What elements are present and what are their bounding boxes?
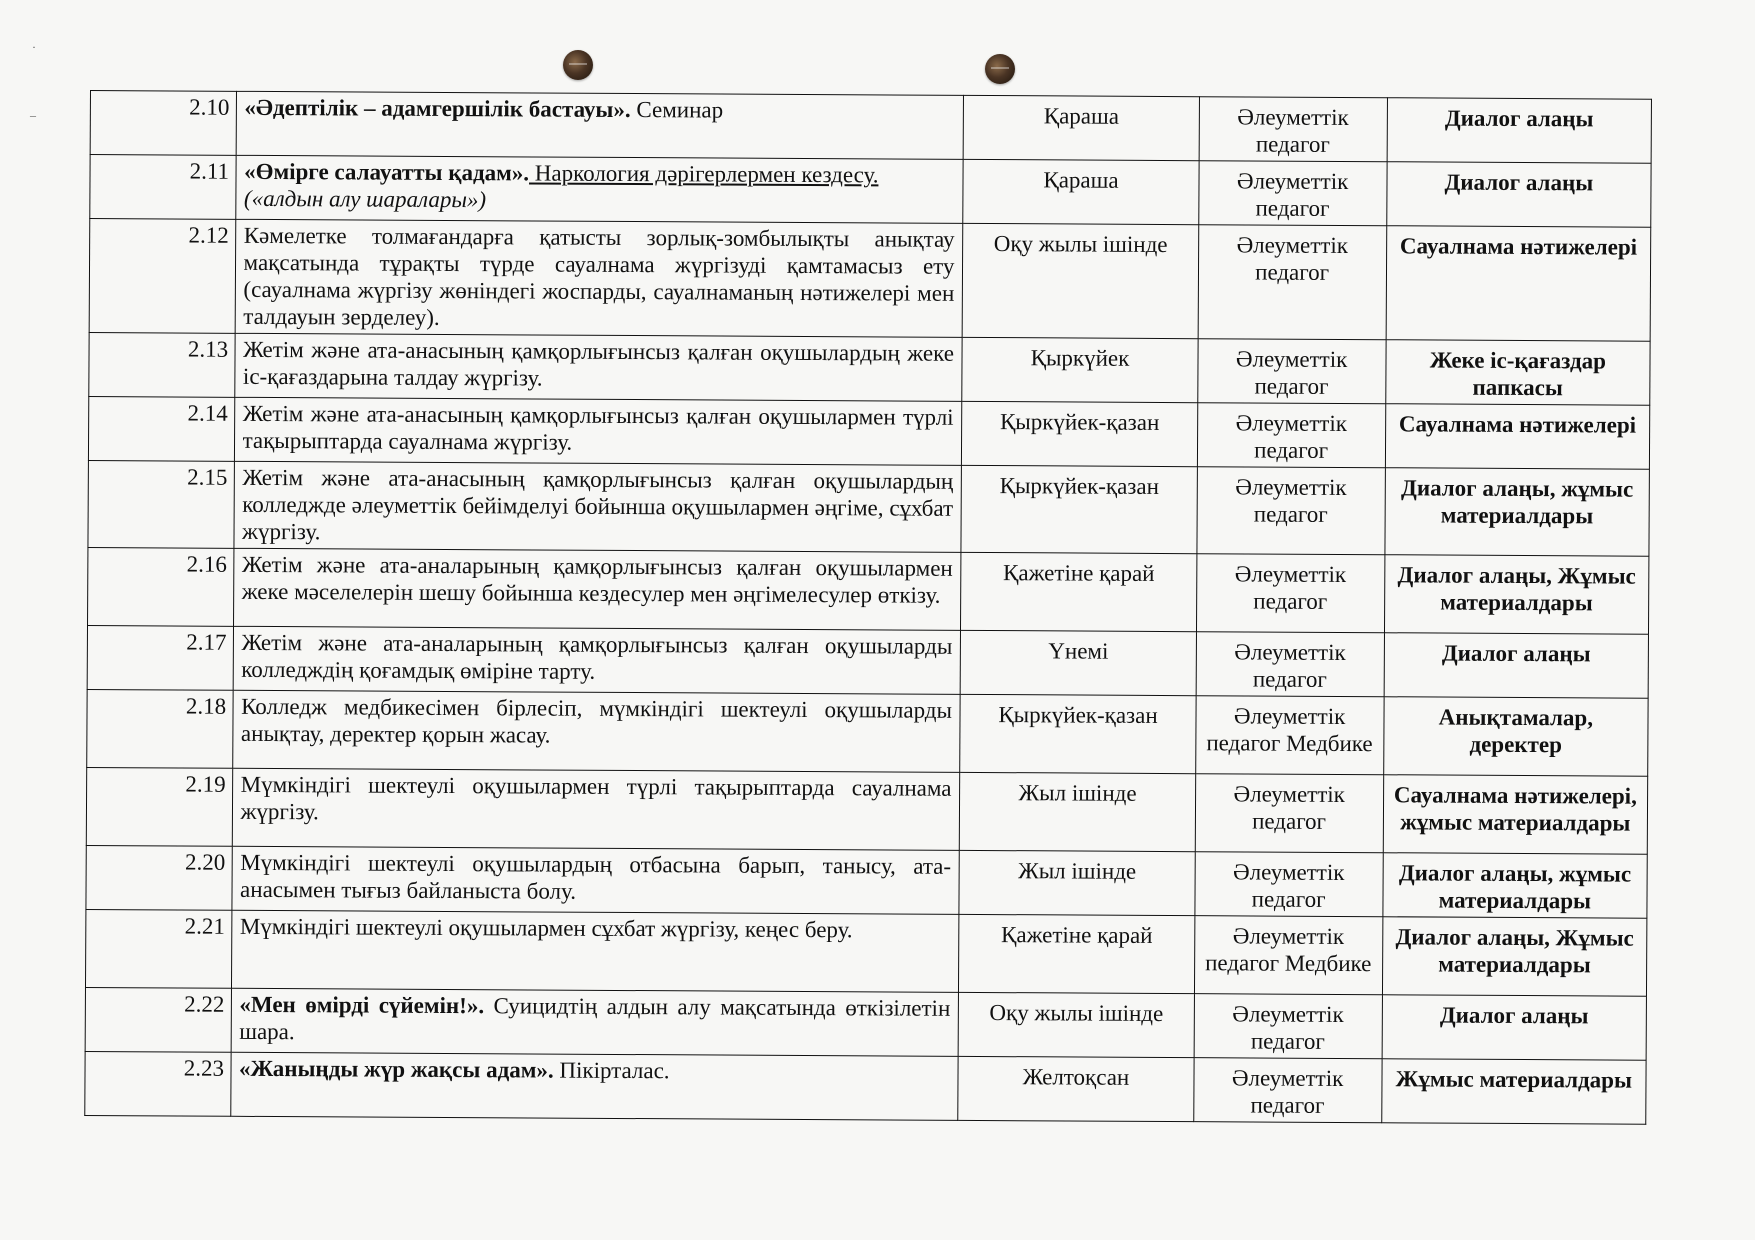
responsible-cell: Әлеуметтік педагог — [1193, 1058, 1381, 1123]
result-cell: Диалог алаңы — [1384, 633, 1649, 698]
scan-artifact-dash: – — [30, 108, 36, 122]
table-row — [88, 547, 1649, 634]
row-number: 2.12 — [89, 219, 235, 334]
activity-cell — [236, 91, 964, 159]
period-cell: Қараша — [963, 159, 1199, 224]
row-number: 2.15 — [88, 460, 234, 548]
result-cell: Жұмыс материалдары — [1381, 1059, 1646, 1124]
result-cell: Сауалнама нәтижелері, жұмыс материалдары — [1383, 775, 1648, 854]
period-cell: Қыркүйек-қазан — [962, 401, 1198, 466]
activity-cell — [230, 1052, 958, 1120]
table-row — [89, 332, 1650, 405]
event-title: «Жаныңды жүр жақсы адам». — [239, 1055, 554, 1083]
result-cell: Сауалнама нәтижелері — [1385, 404, 1650, 469]
activity-cell: Жетім және ата-аналарының қамқорлығынсыз қалған оқушыларды колледждің қоғамдық өміріне тарту. — [233, 626, 961, 694]
result-cell: Сауалнама нәтижелері — [1386, 226, 1651, 341]
row-number: 2.23 — [85, 1051, 231, 1116]
row-number: 2.20 — [86, 845, 232, 910]
plan-table — [84, 90, 1652, 1125]
table-row — [85, 987, 1646, 1060]
activity-text: Суицидтің алдын алу мақсатында өткізілетін шара. — [239, 993, 951, 1045]
row-number: 2.16 — [88, 547, 234, 626]
period-cell: Қыркүйек-қазан — [961, 465, 1197, 553]
responsible-cell: Әлеуметтік педагог — [1196, 632, 1384, 697]
result-cell: Диалог алаңы, Жұмыс материалдары — [1382, 917, 1647, 996]
period-cell: Үнемі — [961, 630, 1197, 695]
table-row — [88, 396, 1649, 469]
table-row — [87, 625, 1648, 698]
responsible-cell: Әлеуметтік педагог — [1198, 161, 1386, 226]
activity-cell: Мүмкіндігі шектеулі оқушылармен түрлі тақырыптарда сауалнама жүргізу. — [232, 768, 960, 850]
responsible-cell: Әлеуметтік педагог — [1197, 403, 1385, 468]
result-cell: Диалог алаңы, жұмыс материалдары — [1385, 468, 1650, 556]
period-cell: Желтоқсан — [958, 1056, 1194, 1121]
activity-cell: Жетім және ата-аналарының қамқорлығынсыз қалған оқушылармен жеке мәселелерін шешу бойынша кездесулер мен әңгімелесулер өткізу. — [233, 548, 961, 630]
result-cell: Жеке іс-қағаздар папкасы — [1385, 340, 1650, 405]
period-cell: Қыркүйек-қазан — [960, 694, 1196, 773]
row-number: 2.13 — [89, 332, 235, 397]
activity-cell: Колледж медбикесімен бірлесіп, мүмкіндігі шектеулі оқушыларды анықтау, деректер қорын жасау. — [232, 690, 960, 772]
period-cell: Оқу жылы ішінде — [963, 223, 1199, 338]
responsible-cell: Әлеуметтік педагог — [1195, 774, 1384, 853]
period-cell: Қажетіне қарай — [959, 914, 1195, 993]
activity-text-underlined: Наркология дәрігерлермен кездесу. — [529, 160, 879, 188]
activity-cell: Жетім және ата-анасының қамқорлығынсыз қалған оқушылардың колледжде әлеуметтік бейімделуі бойынша оқушылармен әңгіме, сұхбат жүргізу. — [234, 461, 962, 552]
table-row — [88, 460, 1649, 556]
responsible-cell: Әлеуметтік педагог — [1197, 339, 1385, 404]
activity-text: Пікірталас. — [553, 1057, 670, 1084]
responsible-cell: Әлеуметтік педагог — [1194, 852, 1382, 917]
row-number: 2.19 — [86, 767, 232, 846]
responsible-cell: Әлеуметтік педагог — [1196, 554, 1385, 633]
row-number: 2.21 — [85, 909, 231, 988]
document-page — [84, 90, 1652, 1125]
table-row — [90, 155, 1651, 228]
activity-cell — [235, 155, 963, 223]
result-cell: Диалог алаңы — [1386, 162, 1651, 227]
table-row — [87, 689, 1648, 776]
period-cell: Жыл ішінде — [959, 850, 1195, 915]
result-cell: Диалог алаңы, жұмыс материалдары — [1383, 853, 1648, 918]
activity-cell: Жетім және ата-анасының қамқорлығынсыз қалған оқушылармен түрлі тақырыптарда сауалнама жүргізу. — [234, 397, 962, 465]
row-number: 2.14 — [88, 396, 234, 461]
result-cell: Анықтамалар, деректер — [1383, 697, 1648, 776]
row-number: 2.11 — [90, 155, 236, 220]
row-number: 2.10 — [90, 91, 236, 156]
result-cell: Диалог алаңы, Жұмыс материалдары — [1384, 555, 1649, 634]
event-title: «Өмірге салауатты қадам». — [244, 158, 530, 186]
responsible-cell: Әлеуметтік педагог Медбике — [1194, 916, 1383, 995]
period-cell: Қажетіне қарай — [961, 552, 1197, 631]
result-cell: Диалог алаңы — [1382, 995, 1647, 1060]
result-cell: Диалог алаңы — [1387, 98, 1652, 163]
activity-cell: Мүмкіндігі шектеулі оқушылармен сұхбат жүргізу, кеңес беру. — [231, 910, 959, 992]
period-cell: Қыркүйек — [962, 337, 1198, 402]
scan-artifact-dot: · — [32, 40, 36, 54]
activity-cell — [231, 988, 959, 1056]
table-row — [89, 219, 1651, 342]
table-row — [85, 1051, 1646, 1124]
event-title: «Мен өмірді сүйемін!». — [239, 991, 485, 1019]
period-cell: Жыл ішінде — [960, 772, 1196, 851]
responsible-cell: Әлеуметтік педагог Медбике — [1195, 696, 1384, 775]
responsible-cell: Әлеуметтік педагог — [1194, 994, 1382, 1059]
punch-hole-left — [563, 50, 593, 80]
responsible-cell: Әлеуметтік педагог — [1197, 467, 1386, 555]
activity-cell: Мүмкіндігі шектеулі оқушылардың отбасына барып, танысу, ата-анасымен тығыз байланыста болу. — [231, 846, 959, 914]
period-cell: Қараша — [964, 95, 1200, 160]
row-number: 2.22 — [85, 987, 231, 1052]
activity-cell: Жетім және ата-анасының қамқорлығынсыз қалған оқушылардың жеке іс-қағаздарына талдау жүргізу. — [234, 333, 962, 401]
punch-hole-right — [985, 54, 1015, 84]
row-number: 2.17 — [87, 625, 233, 690]
responsible-cell: Әлеуметтік педагог — [1199, 97, 1387, 162]
responsible-cell: Әлеуметтік педагог — [1198, 225, 1387, 340]
table-row — [85, 909, 1646, 996]
activity-note: («алдын алу шаралары») — [243, 185, 487, 213]
row-number: 2.18 — [87, 689, 233, 768]
event-title: «Әдептілік – адамгершілік бастауы». — [244, 94, 631, 123]
table-row — [86, 767, 1647, 854]
table-row — [90, 91, 1651, 164]
table-row — [86, 845, 1647, 918]
activity-text: Семинар — [630, 97, 724, 123]
period-cell: Оқу жылы ішінде — [959, 992, 1195, 1057]
activity-cell: Кәмелетке толмағандарға қатысты зорлық-зомбылықты анықтау мақсатында тұрақты түрде сауалнама жүргізуді қамтамасыз ету (сауалнама жүргізу жөніндегі жоспарды, сауалнаманың нәтижелері мен талдауын зерделеу). — [235, 219, 963, 337]
